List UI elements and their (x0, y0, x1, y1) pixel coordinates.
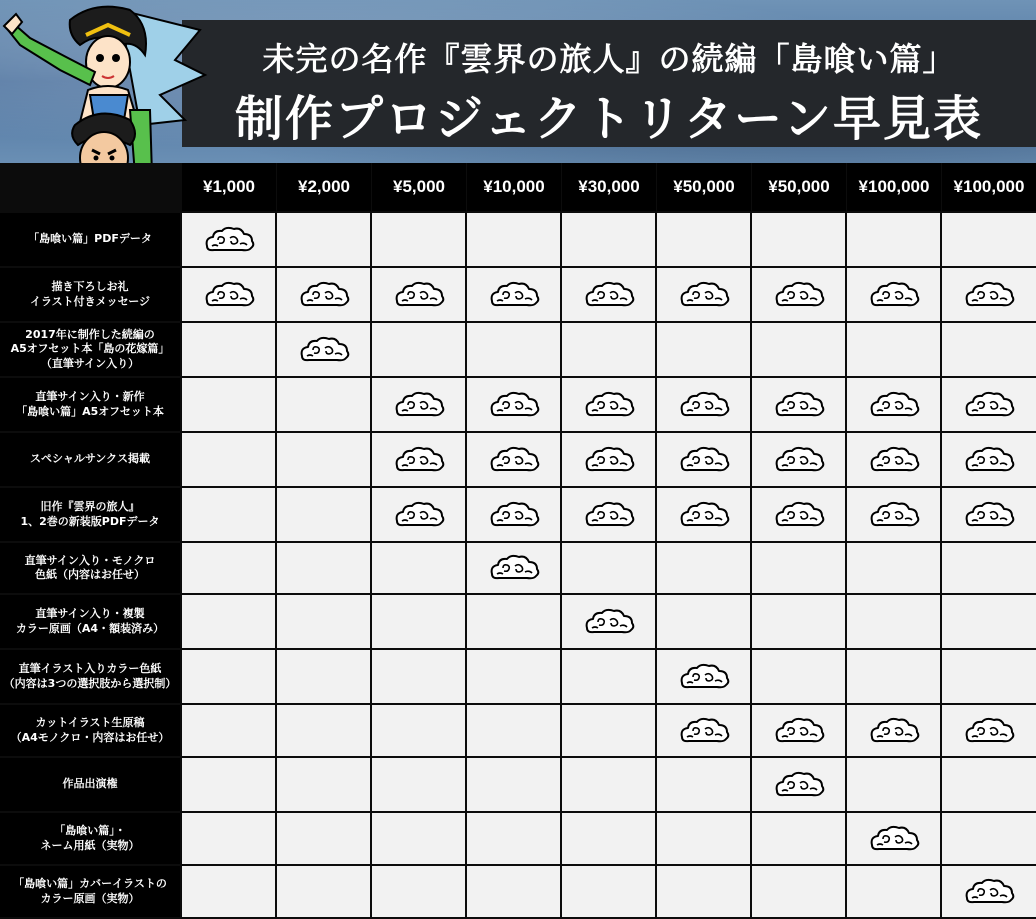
table-cell (372, 268, 465, 321)
cloud-icon (679, 446, 731, 474)
table-cell (847, 813, 940, 864)
table-cell (657, 488, 750, 541)
cloud-icon (774, 281, 826, 309)
table-cell (847, 268, 940, 321)
cloud-icon (869, 391, 921, 419)
table-cell (182, 488, 275, 541)
table-cell (752, 866, 845, 917)
table-cell (562, 488, 655, 541)
table-cell (467, 488, 560, 541)
cloud-icon (964, 446, 1016, 474)
cloud-icon (489, 446, 541, 474)
table-cell (372, 650, 465, 703)
table-cell (562, 433, 655, 486)
table-cell (182, 866, 275, 917)
table-cell (942, 323, 1036, 376)
table-cell (847, 650, 940, 703)
table-cell (562, 268, 655, 321)
table-cell (942, 543, 1036, 593)
table-cell (277, 268, 370, 321)
cloud-icon (964, 391, 1016, 419)
reward-label: 旧作『雲界の旅人』 1、2巻の新装版PDFデータ (0, 488, 180, 541)
table-cell (752, 705, 845, 756)
table-cell (277, 705, 370, 756)
cloud-icon (584, 501, 636, 529)
table-cell (942, 433, 1036, 486)
table-cell (182, 378, 275, 431)
reward-label: 直筆サイン入り・モノクロ 色紙（内容はお任せ） (0, 543, 180, 593)
rewards-table (0, 163, 1036, 919)
table-cell (467, 650, 560, 703)
table-cell (657, 758, 750, 811)
cloud-icon (679, 501, 731, 529)
table-cell (847, 595, 940, 648)
title-box (182, 20, 1036, 147)
price-header: ¥30,000 (562, 163, 656, 211)
table-cell (467, 705, 560, 756)
table-cell (752, 543, 845, 593)
table-cell (562, 595, 655, 648)
table-cell (847, 433, 940, 486)
cloud-icon (774, 391, 826, 419)
table-cell (277, 650, 370, 703)
table-cell (942, 213, 1036, 266)
table-cell (942, 488, 1036, 541)
cloud-icon (394, 501, 446, 529)
table-cell (562, 213, 655, 266)
reward-label: 「島喰い篇」カバーイラストの カラー原画（実物） (0, 866, 180, 917)
table-cell (562, 378, 655, 431)
cloud-icon (394, 281, 446, 309)
table-cell (277, 595, 370, 648)
price-header: ¥10,000 (467, 163, 561, 211)
cloud-icon (584, 281, 636, 309)
table-cell (182, 813, 275, 864)
table-cell (277, 213, 370, 266)
cloud-icon (584, 391, 636, 419)
cloud-icon (299, 281, 351, 309)
price-header: ¥5,000 (372, 163, 466, 211)
reward-label: 直筆サイン入り・複製 カラー原画（A4・額装済み） (0, 595, 180, 648)
cloud-icon (489, 391, 541, 419)
cloud-icon (774, 717, 826, 745)
table-cell (562, 866, 655, 917)
table-cell (942, 866, 1036, 917)
reward-label: スペシャルサンクス掲載 (0, 433, 180, 486)
page-subtitle: 未完の名作『雲界の旅人』の続編「島喰い篇」 (262, 40, 956, 78)
table-cell (277, 378, 370, 431)
table-cell (847, 323, 940, 376)
table-cell (752, 595, 845, 648)
cloud-icon (489, 554, 541, 582)
table-cell (657, 650, 750, 703)
cloud-icon (489, 501, 541, 529)
table-cell (182, 595, 275, 648)
price-header: ¥1,000 (182, 163, 276, 211)
cloud-icon (964, 281, 1016, 309)
table-cell (942, 650, 1036, 703)
page-title: 制作プロジェクトリターン早見表 (234, 91, 984, 147)
table-cell (752, 268, 845, 321)
table-cell (847, 543, 940, 593)
table-cell (277, 488, 370, 541)
table-cell (657, 378, 750, 431)
cloud-icon (679, 717, 731, 745)
reward-label: 「島喰い篇」PDFデータ (0, 213, 180, 266)
cloud-icon (964, 501, 1016, 529)
table-cell (942, 268, 1036, 321)
price-header: ¥50,000 (657, 163, 751, 211)
table-cell (467, 268, 560, 321)
table-cell (657, 323, 750, 376)
table-cell (657, 813, 750, 864)
table-cell (372, 488, 465, 541)
table-cell (182, 268, 275, 321)
table-cell (657, 866, 750, 917)
table-cell (372, 595, 465, 648)
table-cell (942, 813, 1036, 864)
table-cell (752, 433, 845, 486)
table-cell (182, 758, 275, 811)
reward-label: 作品出演権 (0, 758, 180, 811)
table-cell (657, 543, 750, 593)
table-cell (372, 758, 465, 811)
reward-label: 直筆サイン入り・新作 「島喰い篇」A5オフセット本 (0, 378, 180, 431)
cloud-icon (489, 281, 541, 309)
cloud-icon (204, 226, 256, 254)
cloud-icon (584, 446, 636, 474)
cloud-icon (869, 281, 921, 309)
table-cell (562, 323, 655, 376)
table-cell (942, 705, 1036, 756)
table-cell (562, 650, 655, 703)
table-cell (467, 813, 560, 864)
cloud-icon (299, 336, 351, 364)
table-cell (277, 758, 370, 811)
table-cell (372, 813, 465, 864)
table-cell (657, 268, 750, 321)
table-cell (372, 433, 465, 486)
table-cell (277, 543, 370, 593)
table-cell (372, 866, 465, 917)
price-header: ¥100,000 (847, 163, 941, 211)
table-cell (847, 866, 940, 917)
table-cell (277, 433, 370, 486)
price-header: ¥2,000 (277, 163, 371, 211)
table-cell (562, 543, 655, 593)
cloud-icon (394, 446, 446, 474)
cloud-icon (679, 391, 731, 419)
cloud-icon (679, 281, 731, 309)
table-cell (752, 323, 845, 376)
table-cell (657, 705, 750, 756)
cloud-icon (774, 501, 826, 529)
reward-label: カットイラスト生原稿 （A4モノクロ・内容はお任せ） (0, 705, 180, 756)
cloud-icon (869, 446, 921, 474)
cloud-icon (204, 281, 256, 309)
table-cell (182, 433, 275, 486)
table-cell (752, 650, 845, 703)
table-cell (752, 813, 845, 864)
reward-label: 「島喰い篇」・ ネーム用紙（実物） (0, 813, 180, 864)
cloud-icon (774, 771, 826, 799)
table-cell (467, 595, 560, 648)
table-cell (847, 213, 940, 266)
table-cell (657, 213, 750, 266)
table-cell (467, 758, 560, 811)
table-cell (942, 378, 1036, 431)
cloud-icon (964, 878, 1016, 906)
table-cell (182, 213, 275, 266)
cloud-icon (679, 663, 731, 691)
table-cell (562, 705, 655, 756)
reward-label: 描き下ろしお礼 イラスト付きメッセージ (0, 268, 180, 321)
table-cell (847, 378, 940, 431)
cloud-icon (394, 391, 446, 419)
table-cell (562, 758, 655, 811)
table-cell (467, 213, 560, 266)
table-cell (372, 378, 465, 431)
table-cell (182, 323, 275, 376)
price-header: ¥50,000 (752, 163, 846, 211)
table-cell (182, 543, 275, 593)
cloud-icon (964, 717, 1016, 745)
table-cell (467, 323, 560, 376)
table-cell (182, 650, 275, 703)
table-cell (657, 433, 750, 486)
table-cell (372, 543, 465, 593)
table-cell (467, 866, 560, 917)
table-cell (277, 323, 370, 376)
table-cell (182, 705, 275, 756)
reward-label: 2017年に制作した続編の A5オフセット本「島の花嫁篇」 （直筆サイン入り） (0, 323, 180, 376)
cloud-icon (869, 501, 921, 529)
table-cell (277, 813, 370, 864)
cloud-icon (869, 825, 921, 853)
cloud-icon (584, 608, 636, 636)
table-cell (372, 213, 465, 266)
table-cell (277, 866, 370, 917)
table-cell (847, 705, 940, 756)
table-cell (752, 488, 845, 541)
table-cell (467, 543, 560, 593)
table-cell (752, 758, 845, 811)
table-cell (752, 213, 845, 266)
table-cell (847, 758, 940, 811)
table-cell (847, 488, 940, 541)
table-cell (467, 433, 560, 486)
table-cell (657, 595, 750, 648)
table-cell (372, 323, 465, 376)
table-cell (467, 378, 560, 431)
price-header: ¥100,000 (942, 163, 1036, 211)
table-cell (372, 705, 465, 756)
table-cell (942, 758, 1036, 811)
cloud-icon (869, 717, 921, 745)
table-cell (562, 813, 655, 864)
cloud-icon (774, 446, 826, 474)
table-cell (942, 595, 1036, 648)
reward-label: 直筆イラスト入りカラー色紙 （内容は3つの選択肢から選択制） (0, 650, 180, 703)
table-cell (752, 378, 845, 431)
